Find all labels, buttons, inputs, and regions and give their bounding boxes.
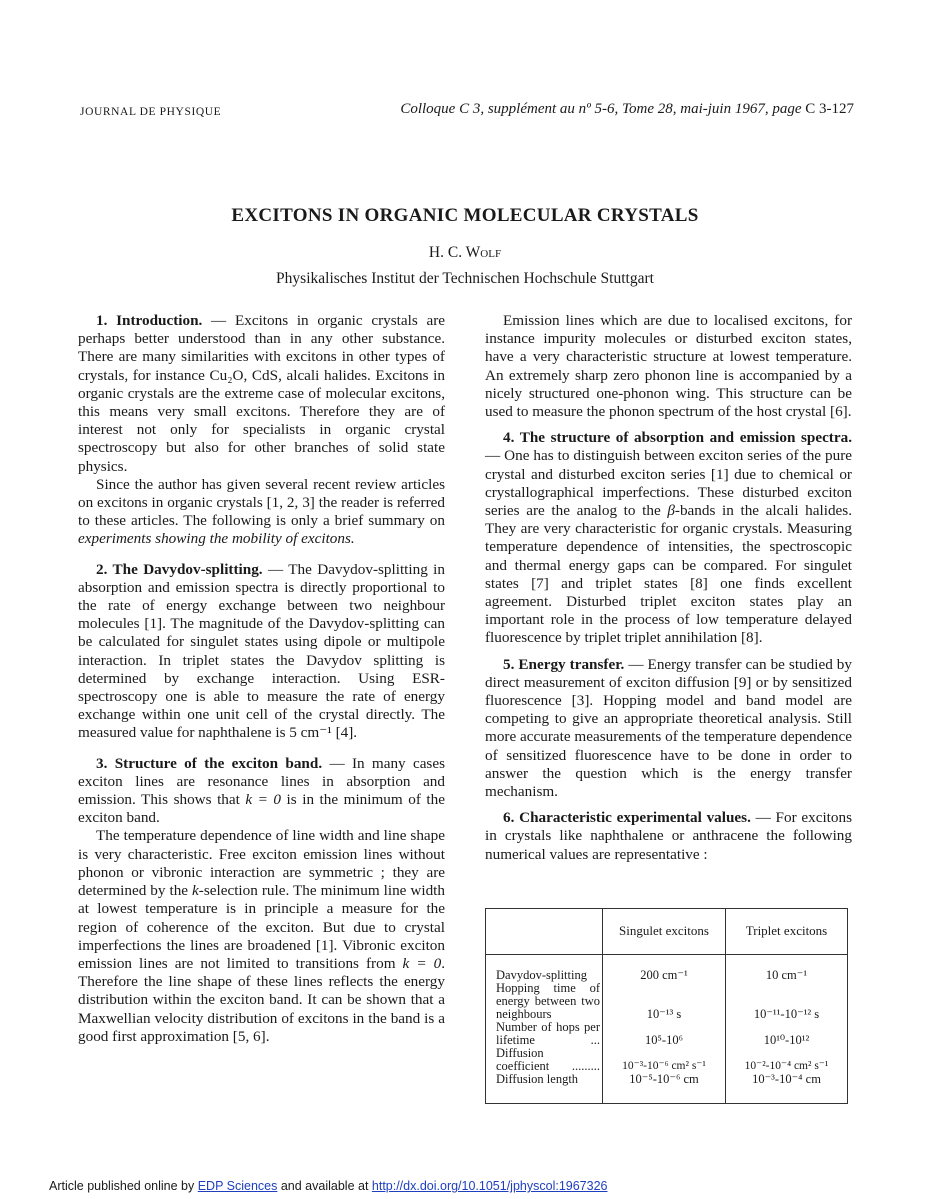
section-1-heading: 1. Introduction. bbox=[96, 312, 203, 329]
section-6-text: — For excitons in crystals like naphthalene or anthracene the following numerical values are representative : bbox=[485, 809, 852, 863]
beta-symbol: β bbox=[667, 502, 675, 520]
section-1-para-2 bbox=[78, 476, 445, 549]
section-3-text-b: is in the minimum of the exciton band. bbox=[78, 791, 445, 827]
section-5-para bbox=[485, 656, 852, 802]
doi-link[interactable]: http://dx.doi.org/10.1051/jphyscol:1967326 bbox=[371, 1179, 608, 1193]
row-label-davydov: Davydov-splitting bbox=[496, 968, 587, 982]
left-column bbox=[78, 312, 445, 1046]
header-triplet: Triplet excitons bbox=[745, 923, 828, 938]
section-6-heading: 6. Characteristic experimental values. bbox=[503, 809, 751, 827]
k-equals-zero-2: k = 0 bbox=[402, 954, 442, 972]
cell-davydov-triplet: 10 cm⁻¹ bbox=[765, 968, 808, 982]
cell-hops-triplet: 10¹⁰-10¹² bbox=[763, 1033, 810, 1047]
author: H. C. Wolf bbox=[428, 244, 502, 261]
section-3-para-1 bbox=[78, 755, 445, 828]
cell-diffcoef-singulet: 10⁻³-10⁻⁶ cm² s⁻¹ bbox=[622, 1060, 706, 1072]
journal-name: JOURNAL DE PHYSIQUE bbox=[80, 106, 222, 118]
table-left-rule bbox=[485, 908, 486, 1104]
row-label-diffusion-coefficient: Diffusion coefficient ......... bbox=[496, 1046, 600, 1073]
row-label-hops: Number of hops per lifetime ... bbox=[496, 1020, 600, 1047]
row-label-diffusion-length: Diffusion length bbox=[496, 1072, 579, 1086]
header-singulet: Singulet excitons bbox=[619, 923, 709, 938]
section-3-text-d: -selection rule. The minimum line width at lowest temperature is in principle a measure for the region of coherence of the exciton. But due to crystal imperfections the lines are broadened [1]. Vibronic exciton emission lines are not limited to transitions from bbox=[78, 882, 445, 972]
table-header-rule bbox=[485, 954, 848, 955]
right-column bbox=[485, 312, 852, 864]
section-3-para-2 bbox=[78, 827, 445, 1045]
footer-middle: and available at bbox=[277, 1179, 372, 1193]
publication-footer bbox=[49, 1179, 607, 1193]
cell-difflen-singulet: 10⁻⁵-10⁻⁶ cm bbox=[629, 1072, 699, 1086]
cell-davydov-singulet: 200 cm⁻¹ bbox=[640, 968, 688, 982]
section-2-text: — The Davydov-splitting in absorption and emission spectra is directly proportional to the rate of energy exchange between two neighbour molecules [1]. The magnitude of the Davydov-splitting can be calculated for singulet states using dipole or multipole interaction. In triplet states the Davydov splitting is determined by exchange interaction. Using ESR-spectroscopy one is able to measure the rate of energy exchange within one unit cell of the crystal directly. The measured value for naphthalene is 5 cm⁻¹ [4]. bbox=[78, 560, 445, 742]
section-4-heading: 4. The structure of absorption and emission spectra. bbox=[503, 429, 852, 447]
section-1-para-1 bbox=[78, 312, 445, 476]
section-3-text-c: The temperature dependence of line width and line shape is very characteristic. Free exciton emission lines without phonon or vibronic interaction are symmetric ; they are determined by the bbox=[78, 827, 445, 900]
section-4-para bbox=[485, 429, 852, 647]
footer-prefix: Article published online by bbox=[49, 1179, 198, 1193]
section-2-heading: 2. The Davydov-splitting. bbox=[96, 560, 263, 578]
citation-text: Colloque C 3, supplément au nº 5-6, Tome 28, mai-juin 1967, page bbox=[400, 101, 802, 117]
k-equals-zero: k = 0 bbox=[245, 791, 282, 809]
section-1-text: — Excitons in organic crystals are perhaps better understood than in any other substance. There are many similarities with excitons in other types of crystals, for instance Cu₂O, CdS, alcali halides. Excitons in organic crystals are the extreme case of molecular excitons, this means very small excitons. Therefore they are of interest not only for specialists in organic crystal spectroscopy but also for other branches of solid state physics. bbox=[78, 312, 445, 475]
cell-hopping-singulet: 10⁻¹³ s bbox=[646, 1007, 682, 1021]
localised-excitons-para: Emission lines which are due to localised excitons, for instance impurity molecules or disturbed exciton states, have a very characteristic structure at lowest temperature. An extremely sharp zero phonon line is accompanied by a nicely structured one-phonon wing. This structure can be used to measure the phonon spectrum of the host crystal [6]. bbox=[485, 312, 852, 421]
table-top-rule bbox=[485, 908, 848, 909]
cell-hops-singulet: 10⁵-10⁶ bbox=[645, 1033, 683, 1047]
table-bottom-rule bbox=[485, 1103, 848, 1104]
section-4-text-a: — One has to distinguish between exciton series of the pure crystal and disturbed exciton series [1] due to chemical or crystallographical imperfections. These disturbed exciton series are the analog to the bbox=[485, 447, 852, 520]
cell-difflen-triplet: 10⁻³-10⁻⁴ cm bbox=[752, 1072, 821, 1086]
section-1-emphasis: experiments showing the mobility of excitons. bbox=[78, 530, 355, 548]
section-3-heading: 3. Structure of the exciton band. bbox=[96, 754, 323, 772]
row-label-hopping: Hopping time of energy between two neighbours bbox=[496, 981, 600, 1021]
section-2-para bbox=[78, 561, 445, 743]
section-5-text: — Energy transfer can be studied by direct measurement of exciton diffusion [9] or by sensitized fluorescence [3]. Hopping model and band model are competing to give an appropriate theoretical analysis. Still more accurate measurements of the temperature dependence of sensitized fluorescence have to be done in order to answer the question which is the energy transfer mechanism. bbox=[485, 655, 852, 801]
table-right-rule bbox=[847, 908, 848, 1104]
section-4-text-b: -bands in the alcali halides. They are very characteristic for organic crystals. Measuring temperature dependence of intensities, the spectroscopic and thermal energy gaps can be compared. For singulet states [7] and triplet states [8] one finds excellent agreement. Disturbed triplet exciton states play an important role in the process of low temperature delayed fluorescence by triplet triplet annihilation [8]. bbox=[485, 502, 852, 647]
publisher-link[interactable]: EDP Sciences bbox=[197, 1179, 278, 1193]
section-1-text-2: Since the author has given several recent review articles on excitons in organic crystals [1, 2, 3] the reader is referred to these articles. The following is only a brief summary on bbox=[78, 475, 445, 530]
cell-diffcoef-triplet: 10⁻²-10⁻⁴ cm² s⁻¹ bbox=[744, 1060, 829, 1072]
citation-line bbox=[400, 101, 854, 118]
cell-hopping-triplet: 10⁻¹¹-10⁻¹² s bbox=[753, 1007, 820, 1021]
page-number: C 3-127 bbox=[805, 101, 854, 117]
section-6-para bbox=[485, 809, 852, 864]
values-table bbox=[485, 908, 848, 1104]
affiliation: Physikalisches Institut der Technischen Hochschule Stuttgart bbox=[276, 270, 654, 287]
article-title: EXCITONS IN ORGANIC MOLECULAR CRYSTALS bbox=[231, 205, 699, 226]
section-3-text-a: — In many cases exciton lines are resonance lines in absorption and emission. This shows that bbox=[78, 754, 445, 809]
k-symbol: k bbox=[192, 882, 199, 900]
section-5-heading: 5. Energy transfer. bbox=[503, 655, 625, 673]
section-3-text-e: . Therefore the line shape of these lines reflects the energy distribution within the exciton band. It can be shown that a Maxwellian velocity distribution of excitons in the band is a good first approximation [5, 6]. bbox=[78, 954, 445, 1045]
